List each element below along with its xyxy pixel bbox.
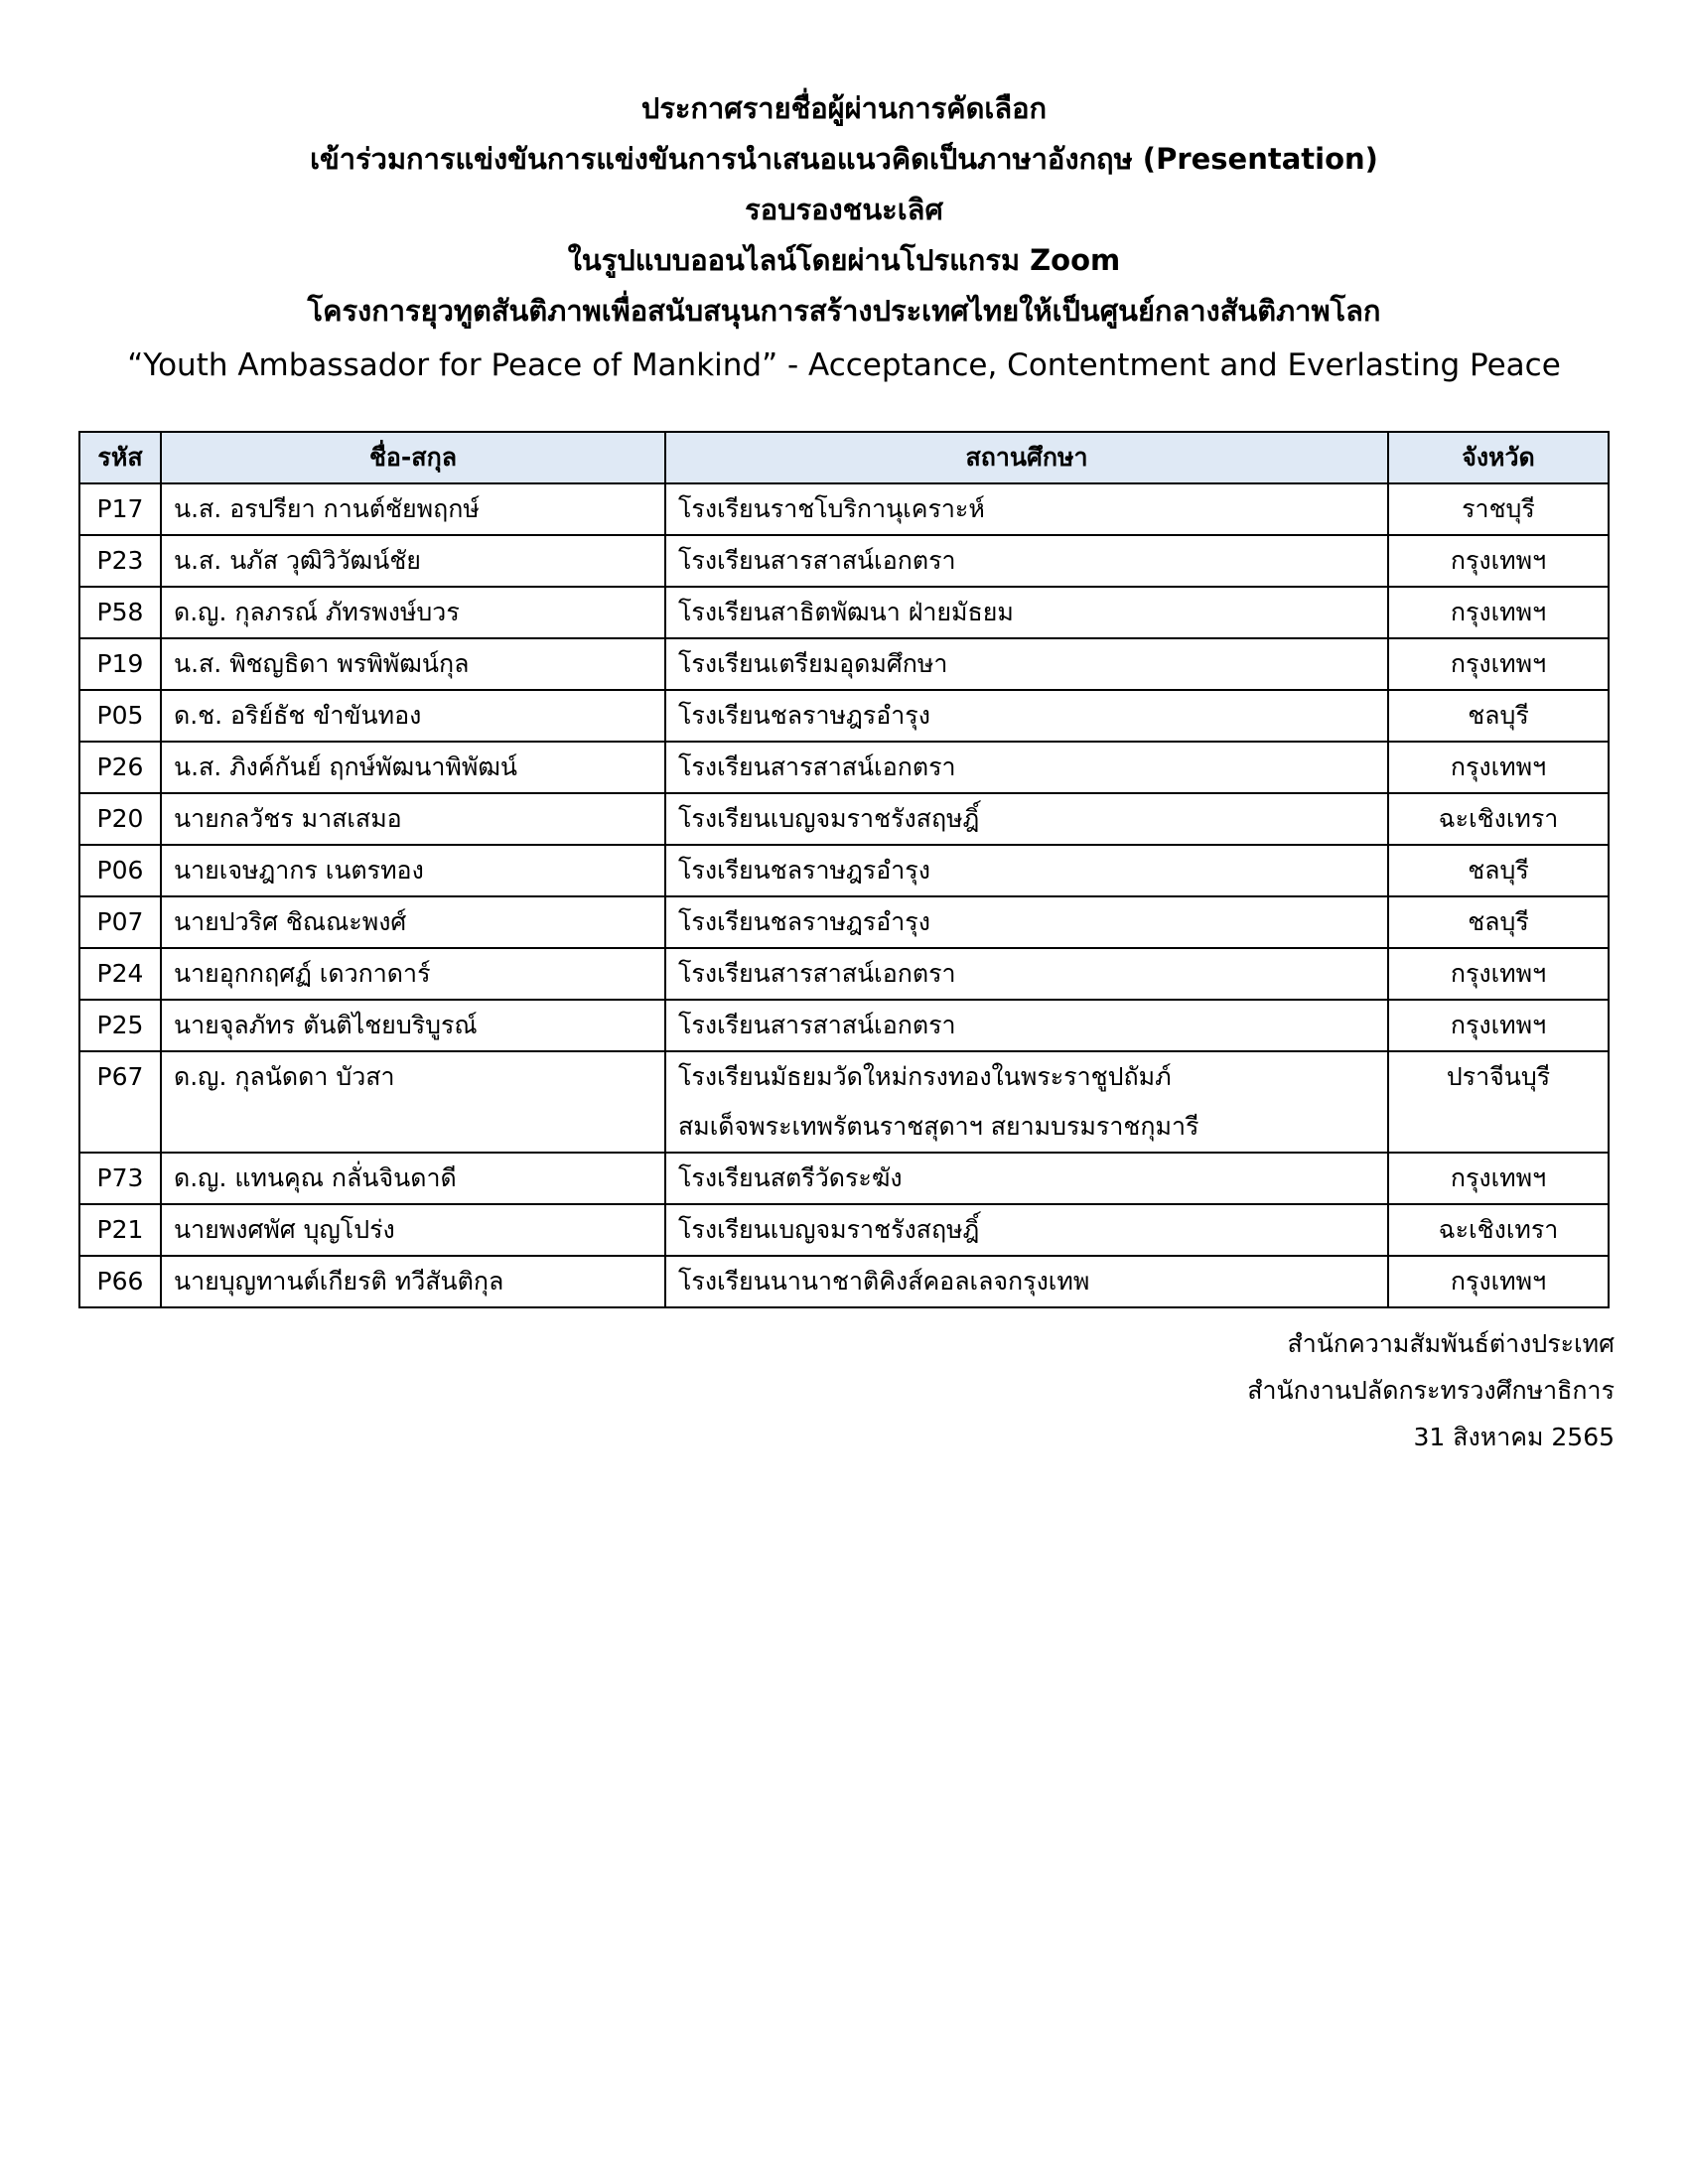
announcement-header [0,83,1688,389]
cell-code: P20 [79,793,161,845]
table-row [79,690,1609,742]
cell-province: ชลบุรี [1388,690,1609,742]
cell-code: P67 [79,1051,161,1153]
school-line: โรงเรียนเบญจมราชรังสฤษฎิ์ [678,1215,980,1244]
cell-school [665,1153,1388,1204]
office-name: สำนักความสัมพันธ์ต่างประเทศ [1287,1329,1615,1358]
cell-province: กรุงเทพฯ [1388,638,1609,690]
cell-name: นายอุกกฤศฏ์ เดวกาดาร์ [161,948,665,1000]
cell-name: น.ส. อรปรียา กานต์ชัยพฤกษ์ [161,483,665,535]
table-header-row [79,432,1609,483]
table-row [79,1000,1609,1051]
cell-province: ฉะเชิงเทรา [1388,1204,1609,1256]
school-line: โรงเรียนชลราษฎรอำรุง [678,907,930,936]
announcement-date: 31 สิงหาคม 2565 [1413,1423,1615,1451]
project-slogan: “Youth Ambassador for Peace of Mankind” - Acceptance, Contentment and Everlasting Peace [127,347,1561,383]
cell-code: P24 [79,948,161,1000]
cell-code: P07 [79,896,161,948]
cell-school [665,948,1388,1000]
cell-name: นายบุญทานต์เกียรติ ทวีสันติกุล [161,1256,665,1307]
table-row [79,742,1609,793]
table-row [79,845,1609,896]
cell-school [665,535,1388,587]
cell-province: กรุงเทพฯ [1388,587,1609,638]
cell-province: กรุงเทพฯ [1388,535,1609,587]
cell-province: กรุงเทพฯ [1388,742,1609,793]
cell-code: P58 [79,587,161,638]
column-header-school: สถานศึกษา [665,432,1388,483]
cell-name: นายปวริศ ชิณณะพงศ์ [161,896,665,948]
cell-school [665,793,1388,845]
school-line: โรงเรียนเตรียมอุดมศึกษา [678,649,948,678]
school-line: โรงเรียนสารสาสน์เอกตรา [678,1011,956,1039]
table-row [79,638,1609,690]
cell-name: ด.ญ. กุลนัดดา บัวสา [161,1051,665,1153]
school-line: โรงเรียนชลราษฎรอำรุง [678,701,930,730]
cell-province: ปราจีนบุรี [1388,1051,1609,1153]
cell-code: P26 [79,742,161,793]
cell-province: ชลบุรี [1388,845,1609,896]
cell-province: ฉะเชิงเทรา [1388,793,1609,845]
school-line: โรงเรียนนานาชาติคิงส์คอลเลจกรุงเทพ [678,1267,1090,1296]
signature-block [1247,1320,1615,1460]
cell-code: P25 [79,1000,161,1051]
table-row [79,535,1609,587]
participants-table [78,431,1610,1308]
cell-name: นายกลวัชร มาสเสมอ [161,793,665,845]
cell-name: นายพงศพัศ บุญโปร่ง [161,1204,665,1256]
school-line: โรงเรียนสารสาสน์เอกตรา [678,752,956,781]
table-row [79,1051,1609,1153]
school-line: โรงเรียนราชโบริกานุเคราะห์ [678,494,985,523]
cell-province: กรุงเทพฯ [1388,1153,1609,1204]
title-line-1: ประกาศรายชื่อผู้ผ่านการคัดเลือก [640,91,1048,125]
cell-code: P73 [79,1153,161,1204]
school-line: โรงเรียนสาธิตพัฒนา ฝ่ายมัธยม [678,598,1014,626]
title-line-3: รอบรองชนะเลิศ [745,193,943,226]
cell-code: P05 [79,690,161,742]
cell-province: กรุงเทพฯ [1388,1256,1609,1307]
ministry-name: สำนักงานปลัดกระทรวงศึกษาธิการ [1247,1376,1615,1405]
cell-name: ด.ญ. กุลภรณ์ ภัทรพงษ์บวร [161,587,665,638]
school-line: โรงเรียนสตรีวัดระฆัง [678,1163,903,1192]
cell-province: ราชบุรี [1388,483,1609,535]
cell-school [665,896,1388,948]
table-row [79,896,1609,948]
table-row [79,1256,1609,1307]
cell-code: P19 [79,638,161,690]
column-header-province: จังหวัด [1388,432,1609,483]
cell-name: น.ส. พิชญธิดา พรพิพัฒน์กุล [161,638,665,690]
school-line: สมเด็จพระเทพรัตนราชสุดาฯ สยามบรมราชกุมารี [678,1112,1199,1141]
cell-province: กรุงเทพฯ [1388,1000,1609,1051]
cell-school [665,587,1388,638]
table-row [79,948,1609,1000]
cell-name: น.ส. นภัส วุฒิวิวัฒน์ชัย [161,535,665,587]
cell-code: P17 [79,483,161,535]
table-row [79,587,1609,638]
table-row [79,1153,1609,1204]
table-row [79,793,1609,845]
school-line: โรงเรียนชลราษฎรอำรุง [678,856,930,885]
school-line: โรงเรียนมัธยมวัดใหม่กรงทองในพระราชูปถัมภ์ [678,1062,1172,1091]
school-line: โรงเรียนสารสาสน์เอกตรา [678,546,956,575]
table-row [79,483,1609,535]
cell-school [665,1000,1388,1051]
cell-name: นายเจษฎากร เนตรทอง [161,845,665,896]
cell-school [665,1051,1388,1153]
cell-name: นายจุลภัทร ตันติไชยบริบูรณ์ [161,1000,665,1051]
cell-school [665,638,1388,690]
cell-school [665,483,1388,535]
cell-school [665,690,1388,742]
cell-code: P23 [79,535,161,587]
cell-province: กรุงเทพฯ [1388,948,1609,1000]
cell-name: น.ส. ภิงค์กันย์ ฤกษ์พัฒนาพิพัฒน์ [161,742,665,793]
column-header-code: รหัส [79,432,161,483]
cell-school [665,1256,1388,1307]
cell-code: P06 [79,845,161,896]
cell-name: ด.ช. อริย์ธัช ขำขันทอง [161,690,665,742]
cell-school [665,742,1388,793]
cell-province: ชลบุรี [1388,896,1609,948]
title-line-4: ในรูปแบบออนไลน์โดยผ่านโปรแกรม Zoom [567,243,1121,277]
column-header-name: ชื่อ-สกุล [161,432,665,483]
school-line: โรงเรียนสารสาสน์เอกตรา [678,959,956,988]
cell-code: P21 [79,1204,161,1256]
table-body [79,483,1609,1307]
cell-name: ด.ญ. แทนคุณ กลั่นจินดาดี [161,1153,665,1204]
cell-school [665,1204,1388,1256]
cell-school [665,845,1388,896]
title-line-2: เข้าร่วมการแข่งขันการแข่งขันการนำเสนอแนวคิดเป็นภาษาอังกฤษ (Presentation) [310,142,1378,176]
school-line: โรงเรียนเบญจมราชรังสฤษฎิ์ [678,804,980,833]
title-line-5: โครงการยุวทูตสันติภาพเพื่อสนับสนุนการสร้างประเทศไทยให้เป็นศูนย์กลางสันติภาพโลก [307,294,1381,328]
table-row [79,1204,1609,1256]
cell-code: P66 [79,1256,161,1307]
